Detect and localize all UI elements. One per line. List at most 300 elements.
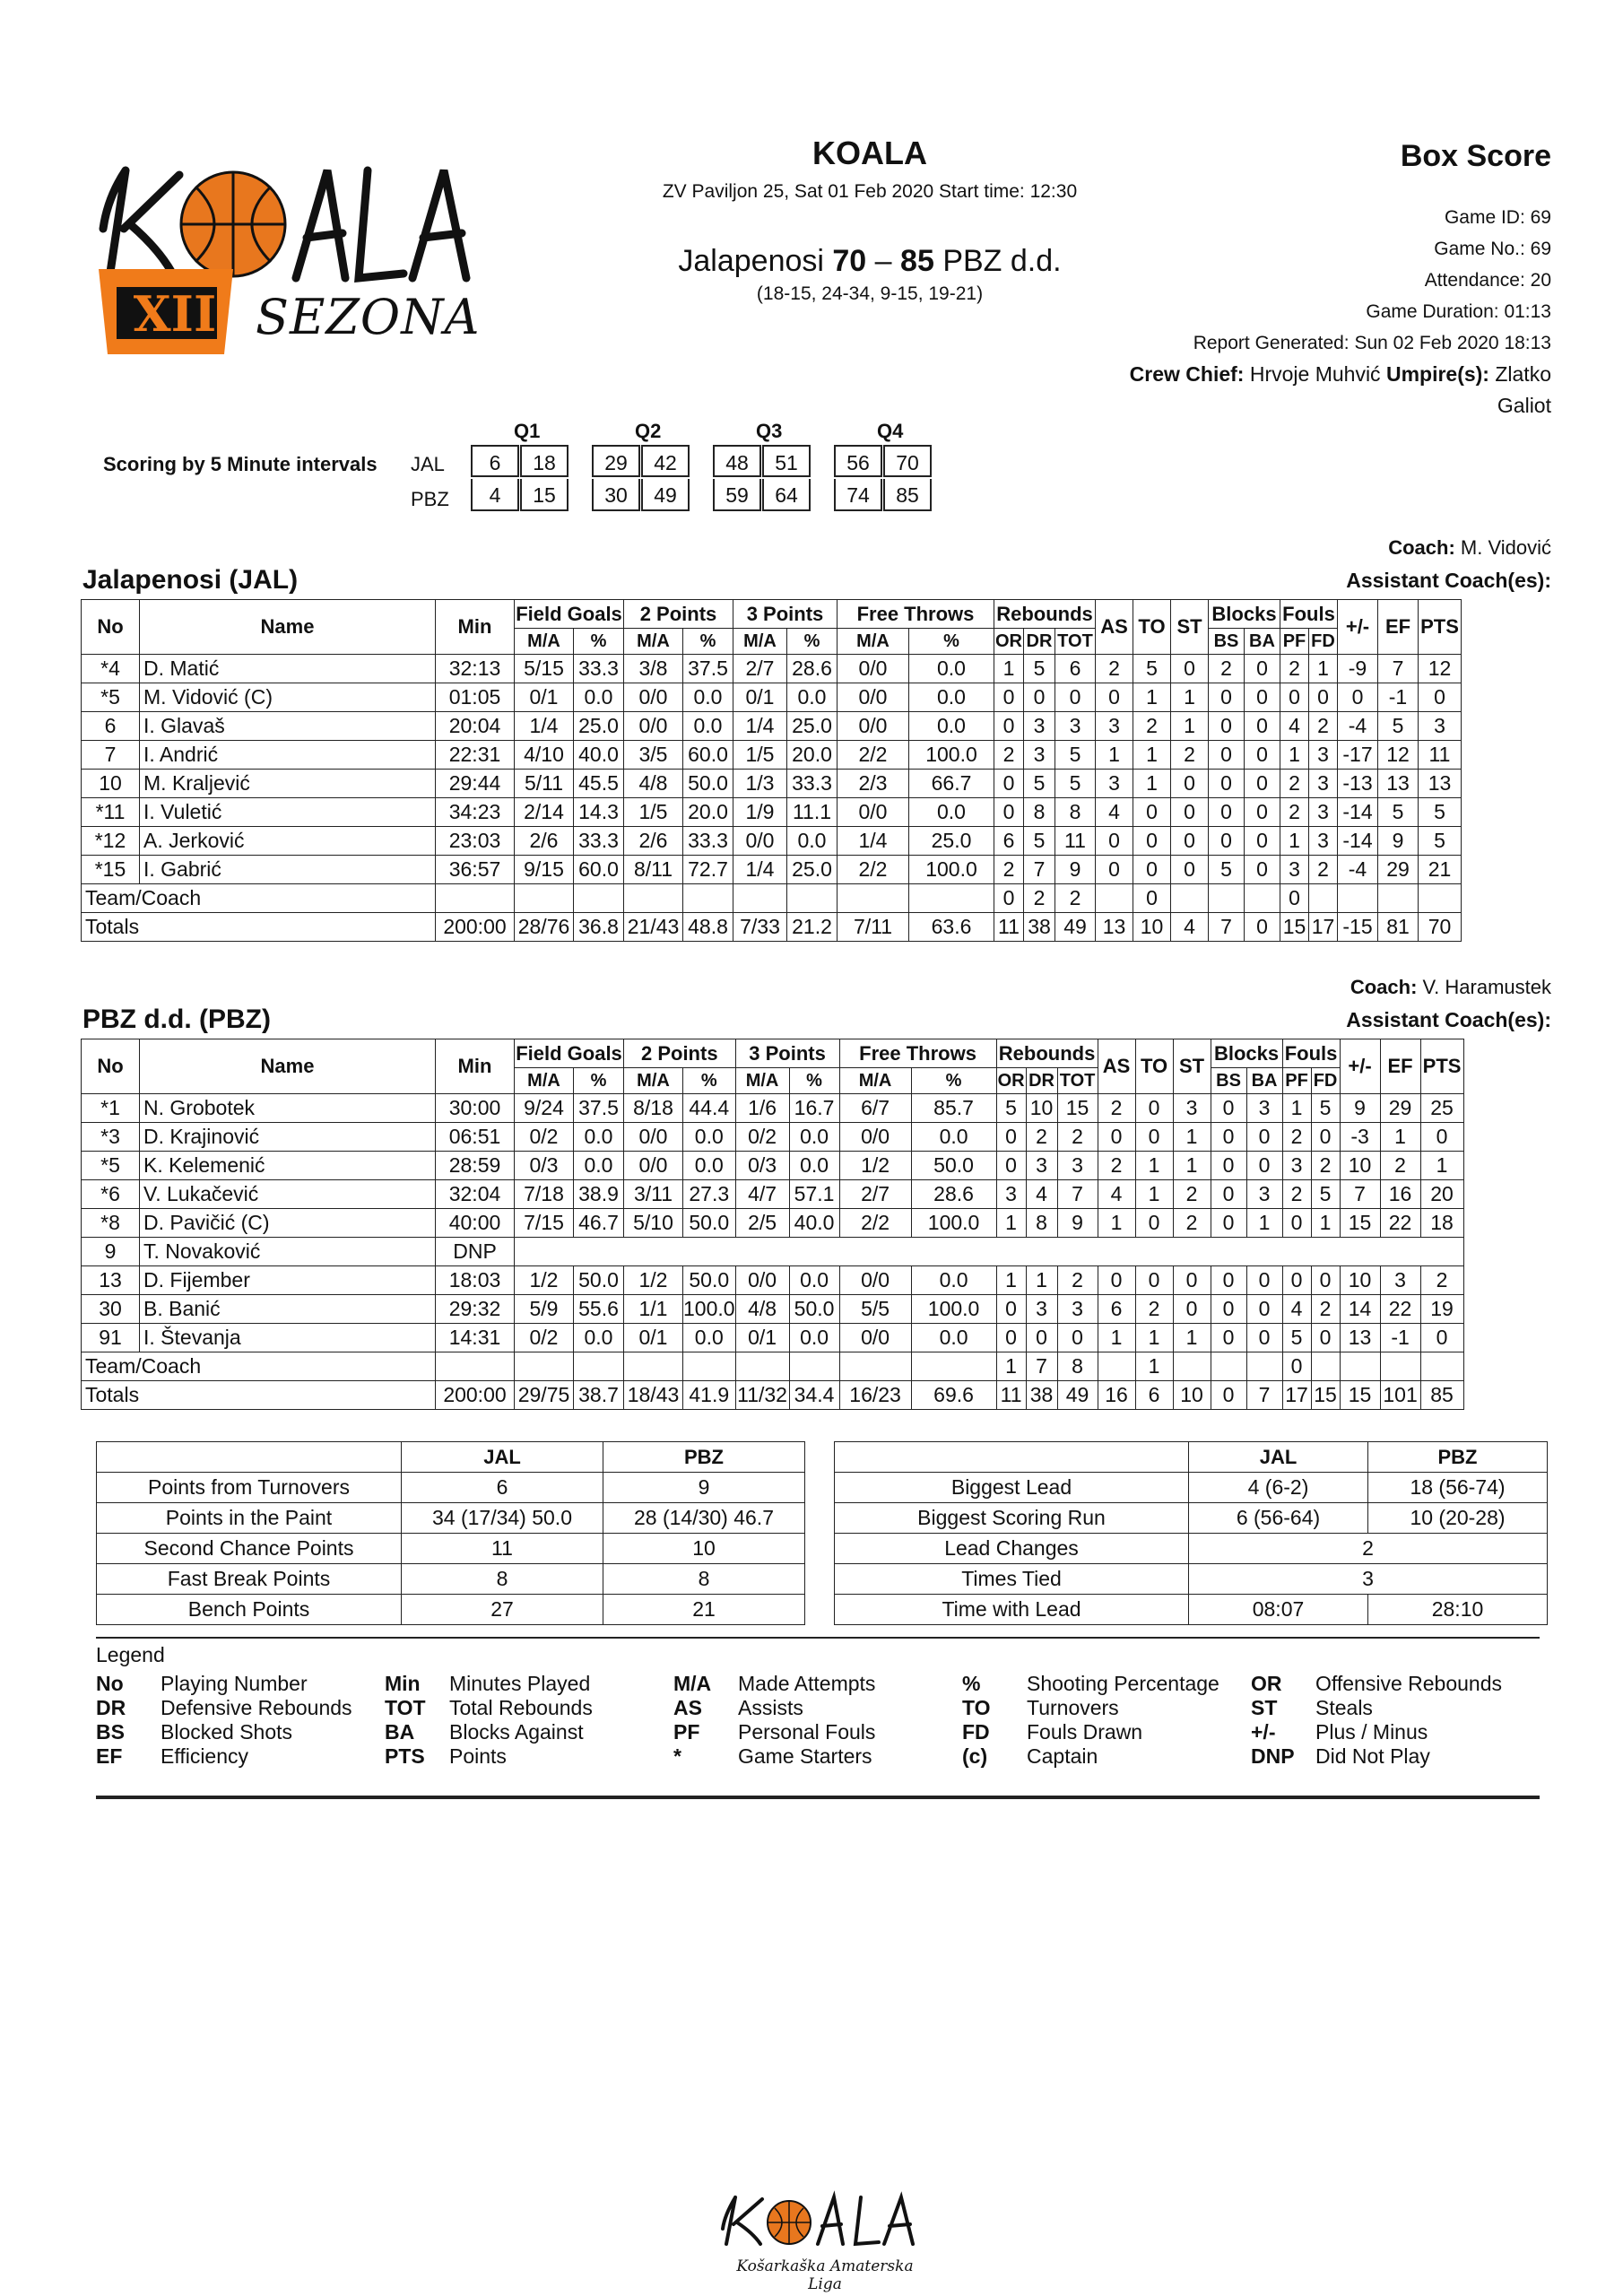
stat-cell: 0 — [1245, 798, 1280, 827]
stat-cell: 2 — [1311, 1295, 1340, 1324]
summary-label: Bench Points — [97, 1595, 402, 1625]
stat-cell: 2 — [1135, 1295, 1173, 1324]
stat-cell: 0 — [1245, 683, 1280, 712]
interval-score-pbz-4: 49 — [641, 479, 690, 511]
totals-cell: 21/43 — [624, 913, 683, 942]
summary-header-row — [97, 1442, 805, 1473]
team-coach-cell — [1380, 1352, 1420, 1381]
stat-cell: 2/7 — [839, 1180, 911, 1209]
interval-score-jal-1: 6 — [471, 445, 519, 477]
header-ma: M/A — [624, 629, 683, 655]
stat-cell: 9 — [1057, 1209, 1098, 1238]
stat-cell: 2 — [1380, 1152, 1420, 1180]
stat-cell: 2 — [1282, 1180, 1311, 1209]
stat-cell: 0 — [1211, 1152, 1246, 1180]
legend-grid — [96, 1672, 1540, 1769]
legend-abbrev: No — [96, 1672, 124, 1695]
header-or: OR — [994, 629, 1024, 655]
stat-cell: 32:13 — [436, 655, 515, 683]
stat-cell: 3 — [1057, 1152, 1098, 1180]
summary-header-row — [835, 1442, 1548, 1473]
totals-cell: 7 — [1209, 913, 1245, 942]
stat-cell: 9 — [1055, 856, 1096, 884]
summary-label: Second Chance Points — [97, 1534, 402, 1564]
stat-cell: -3 — [1340, 1123, 1380, 1152]
team-coach-cell — [1338, 884, 1378, 913]
stat-cell: 60.0 — [574, 856, 624, 884]
stat-cell: 9 — [1340, 1094, 1380, 1123]
totals-cell: 36.8 — [574, 913, 624, 942]
stat-cell: 85.7 — [911, 1094, 996, 1123]
totals-cell: -15 — [1338, 913, 1378, 942]
stat-cell: 28.6 — [911, 1180, 996, 1209]
header-reb: Rebounds — [994, 600, 1096, 629]
player-name: B. Banić — [140, 1295, 436, 1324]
stat-cell: 0.0 — [574, 1152, 624, 1180]
legend-abbrev: DR — [96, 1696, 126, 1719]
stat-cell: 16 — [1380, 1180, 1420, 1209]
stat-cell: 2 — [1282, 1123, 1311, 1152]
intervals-team-pbz: PBZ — [411, 488, 449, 510]
stat-cell: 0 — [1211, 1295, 1246, 1324]
totals-cell: 16/23 — [839, 1381, 911, 1410]
season-numeral: XII — [133, 285, 217, 343]
stat-cell: 0 — [1420, 1324, 1463, 1352]
pbz-team-title: PBZ d.d. (PBZ) — [82, 1004, 271, 1034]
player-row — [82, 1266, 1464, 1295]
stat-cell: 1 — [994, 655, 1024, 683]
header-name: Name — [140, 1039, 436, 1094]
header-pts: PTS — [1419, 600, 1462, 655]
stat-cell: 1 — [1098, 1324, 1135, 1352]
stat-cell: 100.0 — [911, 1295, 996, 1324]
stat-cell: 0 — [994, 770, 1024, 798]
legend-abbrev: +/- — [1251, 1720, 1276, 1744]
summary-row — [835, 1473, 1548, 1503]
stat-cell: 0 — [1211, 1266, 1246, 1295]
interval-score-pbz-2: 15 — [520, 479, 568, 511]
stat-cell: 1/6 — [735, 1094, 789, 1123]
stat-cell: 40.0 — [789, 1209, 839, 1238]
stat-cell: 1 — [996, 1266, 1026, 1295]
stat-cell: 1/1 — [624, 1295, 683, 1324]
player-name: M. Vidović (C) — [140, 683, 436, 712]
header-no: No — [82, 1039, 140, 1094]
totals-cell: 85 — [1420, 1381, 1463, 1410]
stat-cell: 55.6 — [574, 1295, 624, 1324]
stat-cell: 2 — [1171, 741, 1209, 770]
stat-cell: 21 — [1419, 856, 1462, 884]
stat-cell: 2 — [1057, 1123, 1098, 1152]
player-row — [82, 1209, 1464, 1238]
summary-value: 2 — [1189, 1534, 1548, 1564]
stat-cell: 0.0 — [683, 712, 733, 741]
stat-cell: 1 — [1133, 770, 1171, 798]
summary-row — [97, 1564, 805, 1595]
stat-cell: 15 — [1057, 1094, 1098, 1123]
summary-value: 28:10 — [1368, 1595, 1548, 1625]
stat-cell: 5 — [1055, 770, 1096, 798]
stat-cell: 11.1 — [787, 798, 838, 827]
stat-cell: 0/1 — [515, 683, 574, 712]
report-generated: Report Generated: Sun 02 Feb 2020 18:13 — [1193, 333, 1551, 353]
header-bs: BS — [1209, 629, 1245, 655]
stat-cell: 0/2 — [515, 1324, 574, 1352]
summary-team-head: JAL — [402, 1442, 603, 1473]
header-no: No — [82, 600, 140, 655]
stat-cell: 0.0 — [909, 712, 994, 741]
stat-cell: 25 — [1420, 1094, 1463, 1123]
stat-cell: 3 — [1246, 1180, 1282, 1209]
stat-cell: 0 — [1026, 1324, 1057, 1352]
player-name: K. Kelemenić — [140, 1152, 436, 1180]
stat-cell: 0.0 — [683, 1123, 736, 1152]
interval-score-jal-5: 48 — [713, 445, 761, 477]
player-row — [82, 1180, 1464, 1209]
stat-cell: 13 — [1419, 770, 1462, 798]
team-coach-cell: 7 — [1026, 1352, 1057, 1381]
header-blk: Blocks — [1209, 600, 1280, 629]
legend-description: Assists — [738, 1696, 803, 1719]
summary-label: Times Tied — [835, 1564, 1189, 1595]
stat-cell: 4/10 — [515, 741, 574, 770]
legend-description: Turnovers — [1027, 1696, 1119, 1719]
summary-value: 10 — [603, 1534, 805, 1564]
game-flow-summary — [834, 1441, 1548, 1625]
stat-cell: 5 — [1024, 827, 1055, 856]
player-row — [82, 1238, 1464, 1266]
player-name: D. Krajinović — [140, 1123, 436, 1152]
totals-cell: 38.7 — [574, 1381, 624, 1410]
player-row — [82, 712, 1462, 741]
totals-row — [82, 1381, 1464, 1410]
stat-cell: 0 — [1309, 683, 1338, 712]
player-row — [82, 827, 1462, 856]
stat-cell: 25.0 — [787, 712, 838, 741]
stat-cell: 33.3 — [683, 827, 733, 856]
header-pf: PF — [1280, 629, 1309, 655]
totals-cell: 6 — [1135, 1381, 1173, 1410]
stat-cell: 1 — [1133, 741, 1171, 770]
stat-cell: 5 — [1311, 1180, 1340, 1209]
stat-cell: 0 — [1420, 1123, 1463, 1152]
header-pm: +/- — [1338, 600, 1378, 655]
stat-cell: 0 — [1245, 741, 1280, 770]
stat-cell: 0/0 — [733, 827, 787, 856]
venue-line: ZV Paviljon 25, Sat 01 Feb 2020 Start time: 12:30 — [662, 181, 1078, 202]
totals-cell: 49 — [1057, 1381, 1098, 1410]
stat-cell: 0 — [1245, 655, 1280, 683]
header-p2: 2 Points — [624, 1039, 736, 1068]
team-coach-cell — [683, 1352, 736, 1381]
stat-cell: -14 — [1338, 827, 1378, 856]
game-number: Game No.: 69 — [1434, 239, 1551, 259]
header-as: AS — [1098, 1039, 1135, 1094]
header-row — [82, 1039, 1464, 1068]
stat-cell: 50.0 — [683, 1266, 736, 1295]
pbz-coach-label: Coach: — [1350, 976, 1418, 998]
stat-cell: 0 — [1209, 798, 1245, 827]
team-coach-cell: 0 — [1133, 884, 1171, 913]
stat-cell: 5 — [1024, 770, 1055, 798]
team-coach-cell — [515, 884, 574, 913]
stat-cell: 25.0 — [787, 856, 838, 884]
totals-cell: 38 — [1024, 913, 1055, 942]
pbz-assistant-label: Assistant Coach(es): — [1346, 1008, 1551, 1031]
stat-cell: 2 — [1309, 856, 1338, 884]
player-name: I. Gabrić — [140, 856, 436, 884]
totals-cell: 17 — [1309, 913, 1338, 942]
stat-cell: -1 — [1380, 1324, 1420, 1352]
summary-value: 9 — [603, 1473, 805, 1503]
stat-cell: 0/0 — [624, 1152, 683, 1180]
stat-cell: 3 — [1026, 1295, 1057, 1324]
team-coach-cell — [787, 884, 838, 913]
summary-left-table — [96, 1441, 805, 1625]
team-coach-cell — [624, 884, 683, 913]
summary-row — [835, 1534, 1548, 1564]
team-coach-cell — [735, 1352, 789, 1381]
stat-cell: 2/14 — [515, 798, 574, 827]
stat-cell: 0 — [1419, 683, 1462, 712]
stat-cell: 1 — [1280, 741, 1309, 770]
team-coach-cell: 0 — [1280, 884, 1309, 913]
team-coach-cell — [436, 884, 515, 913]
interval-score-jal-3: 29 — [592, 445, 640, 477]
stat-cell: 4 — [1026, 1180, 1057, 1209]
player-number: *11 — [82, 798, 140, 827]
stat-cell: 1/5 — [624, 798, 683, 827]
header-pct: % — [683, 1068, 736, 1094]
team-coach-cell — [574, 1352, 624, 1381]
summary-label: Lead Changes — [835, 1534, 1189, 1564]
footer-tagline: Košarkaška Amaterska Liga — [736, 2257, 914, 2293]
stat-cell: 1 — [1173, 1324, 1211, 1352]
stat-cell: 5 — [1055, 741, 1096, 770]
stat-cell: 3 — [1057, 1295, 1098, 1324]
stat-cell: 3 — [1309, 827, 1338, 856]
stat-cell: 1/9 — [733, 798, 787, 827]
stat-cell: 45.5 — [574, 770, 624, 798]
stat-cell: 0 — [996, 1324, 1026, 1352]
header-pm: +/- — [1340, 1039, 1380, 1094]
stat-cell: 8 — [1026, 1209, 1057, 1238]
stat-cell: 2/2 — [838, 741, 909, 770]
jal-team-title: Jalapenosi (JAL) — [82, 565, 299, 595]
summary-corner — [97, 1442, 402, 1473]
stat-cell: 0 — [1245, 712, 1280, 741]
header-ef: EF — [1378, 600, 1419, 655]
header-p3: 3 Points — [733, 600, 838, 629]
home-team-name: Jalapenosi — [678, 244, 824, 278]
stat-cell: 0 — [1055, 683, 1096, 712]
legend-description: Personal Fouls — [738, 1720, 876, 1744]
intervals-q2: Q2 — [635, 420, 662, 442]
team-coach-cell — [1246, 1352, 1282, 1381]
stat-cell: 0/0 — [839, 1266, 911, 1295]
totals-cell: 48.8 — [683, 913, 733, 942]
stat-cell: -9 — [1338, 655, 1378, 683]
totals-cell: 11/32 — [735, 1381, 789, 1410]
stat-cell: 3 — [1282, 1152, 1311, 1180]
stat-cell: 1 — [1282, 1094, 1311, 1123]
stat-cell: 0 — [1245, 770, 1280, 798]
stat-cell: 3 — [1246, 1094, 1282, 1123]
stat-cell: 0.0 — [911, 1324, 996, 1352]
summary-team-head: PBZ — [1368, 1442, 1548, 1473]
stat-cell: 5 — [1378, 798, 1419, 827]
player-row — [82, 856, 1462, 884]
interval-score-pbz-5: 59 — [713, 479, 761, 511]
team-coach-cell: 1 — [1135, 1352, 1173, 1381]
stat-cell: 0.0 — [574, 1324, 624, 1352]
intervals-team-jal: JAL — [411, 453, 445, 475]
stat-cell: 0/0 — [624, 683, 683, 712]
footer-logo — [717, 2188, 933, 2293]
totals-cell: 28/76 — [515, 913, 574, 942]
totals-cell: 49 — [1055, 913, 1096, 942]
stat-cell: 0.0 — [574, 683, 624, 712]
pbz-coach — [1121, 976, 1551, 999]
stat-cell: 3/5 — [624, 741, 683, 770]
stat-cell: 1 — [1311, 1209, 1340, 1238]
stat-cell: 1 — [1098, 1209, 1135, 1238]
legend-description: Efficiency — [161, 1744, 249, 1768]
stat-cell: 2 — [1280, 798, 1309, 827]
summary-label: Points from Turnovers — [97, 1473, 402, 1503]
legend-abbrev: TOT — [385, 1696, 426, 1719]
stat-cell: 5 — [1209, 856, 1245, 884]
game-id: Game ID: 69 — [1444, 207, 1551, 228]
summary-row — [835, 1564, 1548, 1595]
stat-cell: 30:00 — [436, 1094, 515, 1123]
crew-chief: Hrvoje Muhvić — [1249, 362, 1381, 386]
player-row — [82, 655, 1462, 683]
stat-cell: 0 — [1246, 1152, 1282, 1180]
team-coach-cell: 2 — [1024, 884, 1055, 913]
stat-cell: 60.0 — [683, 741, 733, 770]
stat-cell: 5 — [1419, 827, 1462, 856]
stat-cell: -1 — [1378, 683, 1419, 712]
stat-cell: 23:03 — [436, 827, 515, 856]
stat-cell: 0 — [1246, 1324, 1282, 1352]
totals-cell: 7/33 — [733, 913, 787, 942]
stat-cell: 2 — [1057, 1266, 1098, 1295]
stat-cell: 2 — [1026, 1123, 1057, 1152]
interval-score-pbz-6: 64 — [762, 479, 811, 511]
header-to: TO — [1133, 600, 1171, 655]
stat-cell: 0 — [996, 1123, 1026, 1152]
stat-cell: 4 — [1280, 712, 1309, 741]
stat-cell: 0/0 — [735, 1266, 789, 1295]
team-coach-cell — [515, 1352, 574, 1381]
stat-cell: 0 — [1246, 1266, 1282, 1295]
stat-cell: 1 — [1135, 1180, 1173, 1209]
totals-cell: 200:00 — [436, 1381, 515, 1410]
stat-cell: 2 — [1309, 712, 1338, 741]
legend-description: Plus / Minus — [1315, 1720, 1428, 1744]
stat-cell: 3 — [1309, 741, 1338, 770]
stat-cell: 5 — [1419, 798, 1462, 827]
stat-cell: -4 — [1338, 712, 1378, 741]
stat-cell: 4/8 — [624, 770, 683, 798]
totals-cell: 15 — [1280, 913, 1309, 942]
box-score-table — [81, 1039, 1464, 1410]
stat-cell: 1 — [1280, 827, 1309, 856]
stat-cell: 38.9 — [574, 1180, 624, 1209]
player-number: *6 — [82, 1180, 140, 1209]
player-number: *3 — [82, 1123, 140, 1152]
summary-value: 11 — [402, 1534, 603, 1564]
interval-score-pbz-3: 30 — [592, 479, 640, 511]
team-coach-cell — [1419, 884, 1462, 913]
stat-cell: 5 — [996, 1094, 1026, 1123]
player-number: 91 — [82, 1324, 140, 1352]
stat-cell: 0 — [996, 1295, 1026, 1324]
legend-description: Total Rebounds — [449, 1696, 593, 1719]
stat-cell: 11 — [1055, 827, 1096, 856]
team-coach-cell — [839, 1352, 911, 1381]
stat-cell: 5/10 — [624, 1209, 683, 1238]
totals-cell: 200:00 — [436, 913, 515, 942]
stat-cell: -13 — [1338, 770, 1378, 798]
player-number: 30 — [82, 1295, 140, 1324]
stat-cell: 1 — [1135, 1324, 1173, 1352]
header-ef: EF — [1380, 1039, 1420, 1094]
team-coach-cell — [733, 884, 787, 913]
stat-cell: 0/0 — [839, 1324, 911, 1352]
legend-description: Blocks Against — [449, 1720, 584, 1744]
pbz-coach-name: V. Haramustek — [1422, 976, 1551, 998]
totals-cell: 11 — [996, 1381, 1026, 1410]
totals-cell: 4 — [1171, 913, 1209, 942]
stat-cell: 0/0 — [838, 655, 909, 683]
summary-value: 08:07 — [1189, 1595, 1368, 1625]
stat-cell: 0 — [1171, 856, 1209, 884]
summary-value: 8 — [603, 1564, 805, 1595]
player-number: *4 — [82, 655, 140, 683]
final-score — [574, 244, 1166, 279]
stat-cell: 0 — [1171, 827, 1209, 856]
stat-cell: 4 — [1098, 1180, 1135, 1209]
legend-abbrev: BS — [96, 1720, 125, 1744]
summary-team-head: PBZ — [603, 1442, 805, 1473]
stat-cell: 0 — [1246, 1123, 1282, 1152]
team-coach-cell — [1420, 1352, 1463, 1381]
header-name: Name — [140, 600, 436, 655]
empty-stats — [515, 1238, 1464, 1266]
stat-cell: 0 — [1135, 1266, 1173, 1295]
legend-abbrev: DNP — [1251, 1744, 1295, 1768]
stat-cell: 5 — [1133, 655, 1171, 683]
team-coach-cell — [838, 884, 909, 913]
crew-chief-label: Crew Chief: — [1129, 362, 1245, 386]
stat-cell: 12 — [1419, 655, 1462, 683]
summary-value: 6 — [402, 1473, 603, 1503]
player-number: 6 — [82, 712, 140, 741]
stat-cell: 0 — [1171, 798, 1209, 827]
summary-row — [97, 1503, 805, 1534]
stat-cell: 0/1 — [733, 683, 787, 712]
summary-label: Biggest Lead — [835, 1473, 1189, 1503]
header-st: ST — [1173, 1039, 1211, 1094]
team-coach-cell — [789, 1352, 839, 1381]
interval-score-pbz-7: 74 — [834, 479, 882, 511]
totals-label: Totals — [82, 1381, 436, 1410]
stat-cell: 06:51 — [436, 1123, 515, 1152]
legend-abbrev: Min — [385, 1672, 421, 1695]
legend-description: Fouls Drawn — [1027, 1720, 1143, 1744]
